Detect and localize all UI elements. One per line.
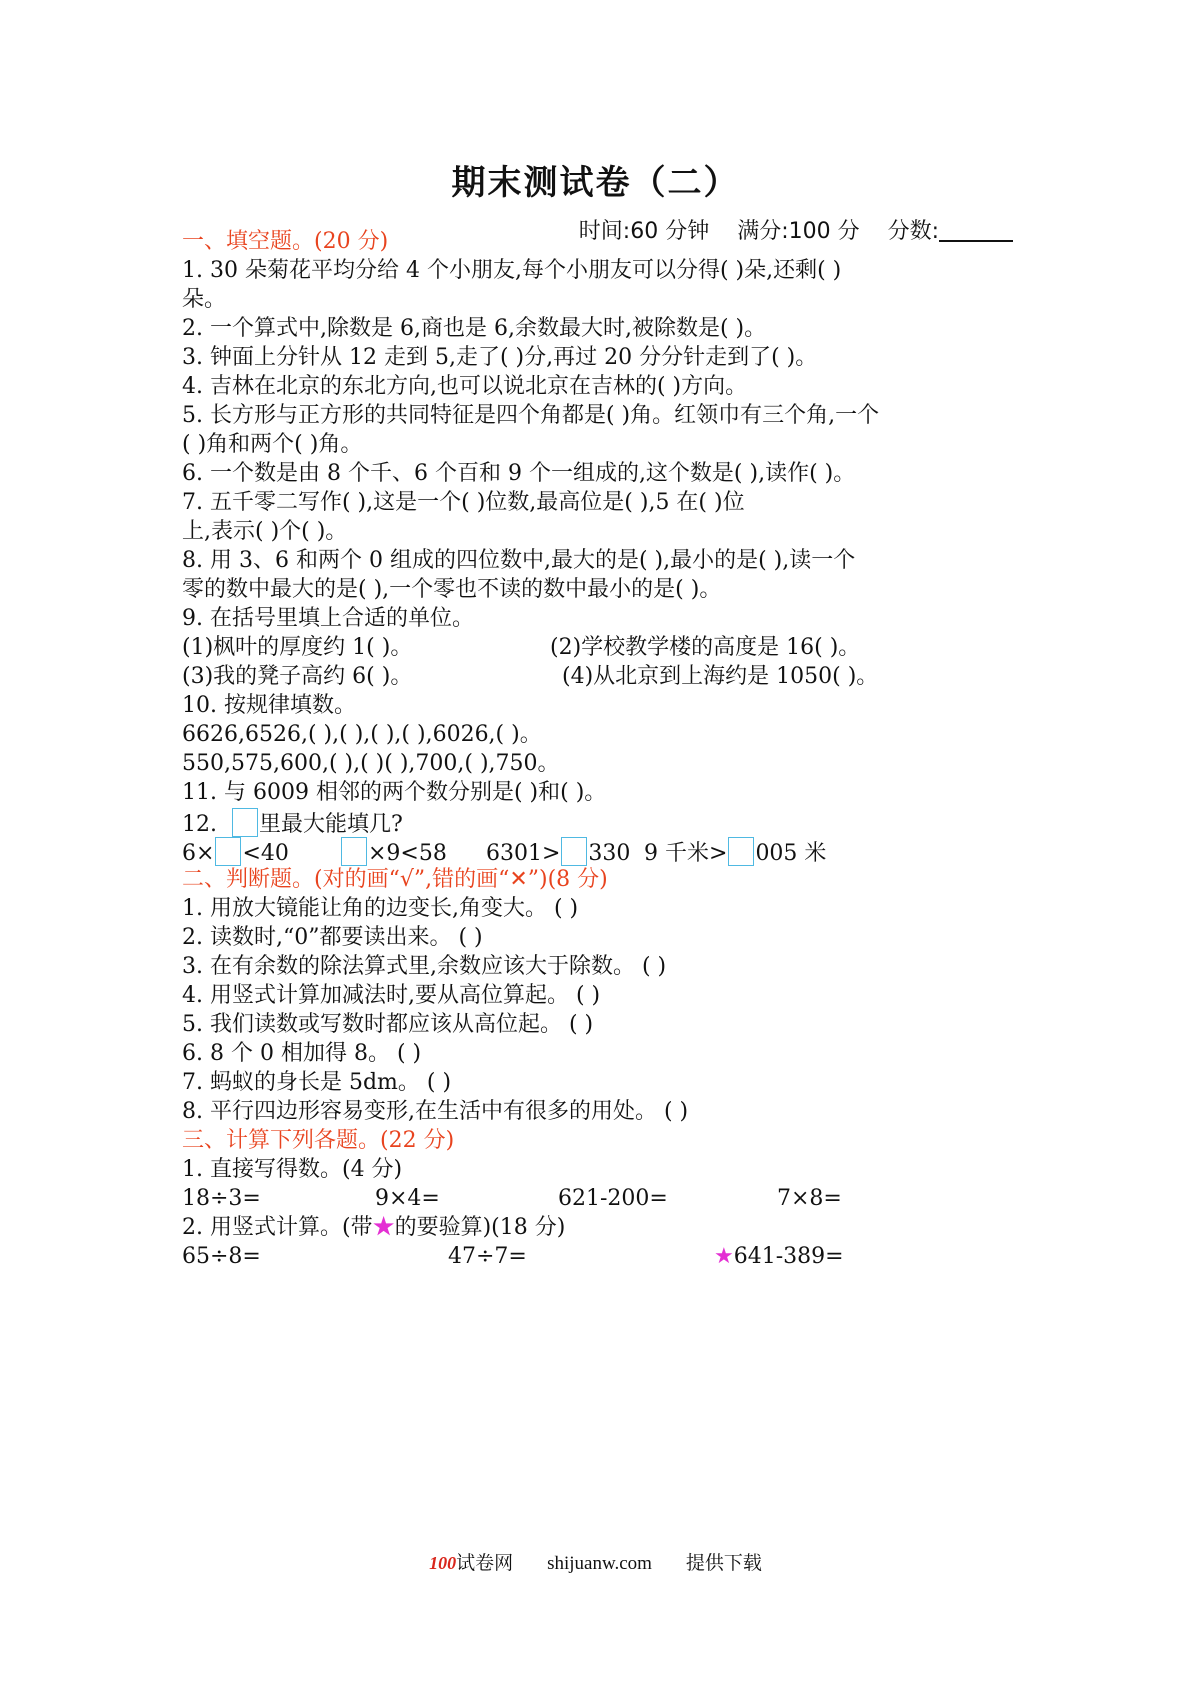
q5-line: 5. 长方形与正方形的共同特征是四个角都是( )角。红领巾有三个角,一个 xyxy=(182,403,880,428)
q12-c-pre: 6301> xyxy=(486,841,561,866)
q12-b-post: ×9<58 xyxy=(368,841,447,866)
q1-line: 1. 30 朵菊花平均分给 4 个小朋友,每个小朋友可以分得( )朵,还剩( ) xyxy=(182,258,842,283)
q12-a-post: <40 xyxy=(242,841,289,866)
q8-line-cont: 零的数中最大的是( ),一个零也不读的数中最小的是( )。 xyxy=(182,577,722,602)
page-title: 期末测试卷（二） xyxy=(451,163,740,203)
calc-item: 621-200= xyxy=(558,1186,668,1211)
q12-a-pre: 6× xyxy=(182,841,215,866)
star-icon: ★ xyxy=(714,1244,734,1269)
exam-meta xyxy=(579,214,1013,245)
calc-item-text: 641-389= xyxy=(733,1244,844,1269)
answer-box xyxy=(215,837,241,866)
answer-box xyxy=(561,837,587,866)
q2-line: 2. 一个算式中,除数是 6,商也是 6,余数最大时,被除数是( )。 xyxy=(182,316,767,341)
section-3-heading: 三、计算下列各题。(22 分) xyxy=(182,1128,455,1153)
q11-line: 11. 与 6009 相邻的两个数分别是( )和( )。 xyxy=(182,780,607,805)
answer-box xyxy=(232,808,258,837)
footer-note: 提供下载 xyxy=(685,1553,762,1574)
q9-item-3: (3)我的凳子高约 6( )。 xyxy=(182,664,413,689)
q9-item-4: (4)从北京到上海约是 1050( )。 xyxy=(562,664,879,689)
q9-line: 9. 在括号里填上合适的单位。 xyxy=(182,606,474,631)
q9-item-1: (1)枫叶的厚度约 1( )。 xyxy=(182,635,413,660)
judge-item-5: 5. 我们读数或写数时都应该从高位起。 ( ) xyxy=(182,1012,594,1037)
calc-item-starred xyxy=(714,1243,844,1271)
q6-line: 6. 一个数是由 8 个千、6 个百和 9 个一组成的,这个数是( ),读作( )。 xyxy=(182,461,856,486)
calc-item: 65÷8= xyxy=(182,1244,261,1269)
judge-item-3: 3. 在有余数的除法算式里,余数应该大于除数。 ( ) xyxy=(182,954,667,979)
answer-box xyxy=(728,837,754,866)
q8-line: 8. 用 3、6 和两个 0 组成的四位数中,最大的是( ),最小的是( ),读一个 xyxy=(182,548,856,573)
q9-item-2: (2)学校教学楼的高度是 16( )。 xyxy=(550,635,861,660)
q4-line: 4. 吉林在北京的东北方向,也可以说北京在吉林的( )方向。 xyxy=(182,374,748,399)
q3-line: 3. 钟面上分针从 12 走到 5,走了( )分,再过 20 分分针走到了( )。 xyxy=(182,345,818,370)
footer-url: shijuanw.com xyxy=(547,1553,652,1574)
judge-item-6: 6. 8 个 0 相加得 8。 ( ) xyxy=(182,1041,422,1066)
q10-line: 10. 按规律填数。 xyxy=(182,693,356,718)
full-score-label: 满分:100 分 xyxy=(737,219,860,244)
calc-item: 9×4= xyxy=(375,1186,440,1211)
q7-line-cont: 上,表示( )个( )。 xyxy=(182,519,348,544)
q12-line xyxy=(182,808,403,839)
judge-item-7: 7. 蚂蚁的身长是 5dm。 ( ) xyxy=(182,1070,452,1095)
calc-item: 7×8= xyxy=(777,1186,842,1211)
footer xyxy=(0,1548,1191,1575)
judge-item-4: 4. 用竖式计算加减法时,要从高位算起。 ( ) xyxy=(182,983,601,1008)
calc-item: 47÷7= xyxy=(448,1244,527,1269)
section-1-heading: 一、填空题。(20 分) xyxy=(182,229,389,254)
time-label: 时间:60 分钟 xyxy=(578,219,710,244)
logo-mark: 100 xyxy=(429,1553,457,1573)
calc-item: 18÷3= xyxy=(182,1186,261,1211)
calc-q2-post: 的要验算)(18 分) xyxy=(394,1215,566,1240)
q10-sequence-2: 550,575,600,( ),( )( ),700,( ),750。 xyxy=(182,751,560,776)
q5-line-cont: ( )角和两个( )角。 xyxy=(182,432,363,457)
q12-c-post: 330 xyxy=(588,841,631,866)
score-blank xyxy=(939,218,1013,242)
q12-items xyxy=(182,837,289,868)
calc-q2-pre: 2. 用竖式计算。(带 xyxy=(182,1215,373,1240)
q7-line: 7. 五千零二写作( ),这是一个( )位数,最高位是( ),5 在( )位 xyxy=(182,490,745,515)
footer-site-name: 试卷网 xyxy=(456,1553,514,1574)
calc-q2 xyxy=(182,1214,565,1242)
q12-text: 里最大能填几? xyxy=(259,812,403,837)
q12-item-d xyxy=(644,837,826,868)
q1-line-cont: 朵。 xyxy=(182,287,227,312)
star-icon: ★ xyxy=(372,1215,395,1240)
judge-item-2: 2. 读数时,“0”都要读出来。 ( ) xyxy=(182,925,483,950)
judge-item-1: 1. 用放大镜能让角的边变长,角变大。 ( ) xyxy=(182,896,579,921)
judge-item-8: 8. 平行四边形容易变形,在生活中有很多的用处。 ( ) xyxy=(182,1099,689,1124)
q12-number: 12. xyxy=(182,812,217,837)
answer-box xyxy=(341,837,367,866)
calc-q1: 1. 直接写得数。(4 分) xyxy=(182,1157,403,1182)
q12-d-post: 005 米 xyxy=(755,841,827,866)
q12-item-b xyxy=(340,837,447,868)
score-label: 分数: xyxy=(887,219,939,244)
q12-d-pre: 9 千米> xyxy=(644,841,728,866)
q12-item-c xyxy=(486,837,630,868)
section-2-heading: 二、判断题。(对的画“√”,错的画“✕”)(8 分) xyxy=(182,867,608,892)
q10-sequence-1: 6626,6526,( ),( ),( ),( ),6026,( )。 xyxy=(182,722,542,747)
